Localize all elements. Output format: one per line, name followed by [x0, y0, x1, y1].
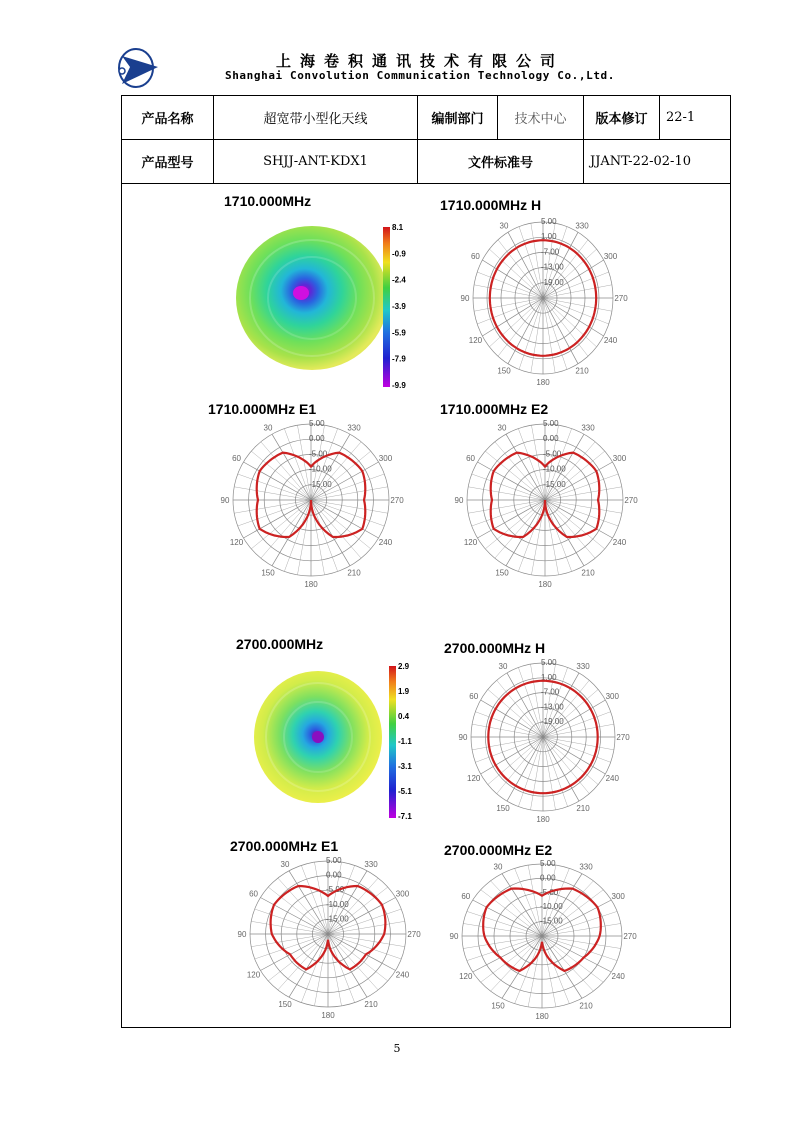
polar-angle-label: 300	[395, 889, 410, 899]
model-label: 产品型号	[122, 140, 214, 184]
polar-ring-label: -15.00	[543, 479, 566, 489]
polar-ring-label: 5.00	[541, 217, 557, 226]
polar-ring-label: -15.00	[309, 479, 332, 489]
polar-angle-label: 270	[390, 496, 404, 505]
colorbar-tick-label: -7.9	[392, 354, 406, 364]
dept-label: 编制部门	[418, 96, 498, 140]
polar-angle-label: 90	[454, 496, 464, 505]
heatmap-sphere	[236, 226, 388, 370]
polar-ring-label: 5.00	[326, 856, 342, 865]
polar-angle-label: 120	[459, 972, 473, 981]
polar-angle-label: 210	[347, 568, 361, 578]
polar-ring-label: -19.00	[541, 277, 564, 287]
polar-plot-1710-e1	[205, 415, 410, 590]
polar-angle-label: 60	[461, 892, 471, 901]
polar-angle-label: 270	[623, 932, 637, 941]
standard-value: JJANT-22-02-10	[584, 140, 731, 184]
polar-angle-label: 180	[535, 1012, 549, 1021]
polar-angle-label: 210	[579, 1001, 593, 1011]
polar-angle-label: 150	[495, 568, 509, 578]
polar-angle-label: 90	[460, 294, 470, 303]
polar-angle-label: 180	[536, 815, 550, 824]
plot-title-2700-e1: 2700.000MHz E1	[230, 838, 339, 854]
polar-angle-label: 120	[467, 774, 481, 783]
polar-ring-label: -10.00	[309, 464, 332, 474]
polar-angle-label: 150	[278, 1000, 292, 1010]
plot-title-2700-3d: 2700.000MHz	[236, 636, 324, 652]
polar-angle-label: 60	[470, 252, 480, 261]
polar-ring-label: -13.00	[541, 262, 564, 272]
polar-ring-label: 5.00	[540, 859, 556, 868]
heatmap-1710	[225, 215, 415, 395]
polar-ring-label: -7.00	[541, 687, 560, 697]
colorbar-tick-label: 1.9	[398, 687, 410, 696]
polar-ring-label: 1.00	[541, 232, 557, 242]
polar-angle-label: 60	[249, 889, 258, 899]
colorbar-tick-label: -3.9	[392, 302, 406, 311]
polar-angle-label: 330	[575, 221, 589, 231]
polar-angle-label: 270	[624, 496, 638, 505]
company-logo-icon	[116, 44, 162, 90]
polar-ring-label: 1.00	[541, 672, 557, 682]
heatmap-min-spot	[293, 286, 309, 300]
polar-angle-label: 330	[347, 423, 361, 433]
colorbar-labels	[398, 662, 412, 821]
plot-title-2700-e2: 2700.000MHz E2	[444, 842, 553, 858]
polar-angle-label: 90	[220, 496, 230, 505]
colorbar	[383, 227, 390, 387]
polar-ring-label: -10.00	[543, 464, 566, 474]
polar-angle-label: 60	[232, 454, 241, 463]
polar-angle-label: 120	[229, 538, 244, 547]
polar-angle-label: 90	[449, 932, 459, 941]
plot-title-1710-e2: 1710.000MHz E2	[440, 401, 549, 417]
heatmap-2700	[245, 658, 435, 828]
product-name-value: 超宽带小型化天线	[214, 96, 418, 140]
version-label: 版本修订	[584, 96, 660, 140]
polar-angle-label: 30	[498, 661, 508, 671]
polar-plot-2700-e2	[440, 854, 645, 1024]
polar-ring-label: -10.00	[540, 902, 563, 912]
polar-angle-label: 120	[468, 336, 483, 345]
polar-ring-label: -15.00	[540, 916, 563, 926]
table-row	[122, 96, 731, 140]
polar-angle-label: 240	[605, 774, 619, 783]
colorbar-tick-label: -1.1	[398, 737, 412, 746]
polar-angle-label: 240	[611, 972, 625, 981]
polar-angle-label: 270	[614, 294, 628, 303]
polar-angle-label: 330	[364, 859, 378, 869]
polar-angle-label: 210	[581, 568, 595, 578]
polar-ring-label: 0.00	[543, 434, 559, 444]
polar-angle-label: 300	[611, 892, 625, 901]
polar-angle-label: 210	[575, 366, 589, 376]
polar-ring-label: -5.00	[326, 885, 345, 895]
polar-angle-label: 180	[538, 580, 552, 589]
polar-angle-label: 90	[237, 930, 247, 939]
polar-angle-label: 300	[605, 692, 619, 701]
product-name-label: 产品名称	[122, 96, 214, 140]
polar-ring-label: -7.00	[541, 247, 560, 257]
polar-angle-label: 150	[496, 804, 510, 814]
colorbar-tick-label: -7.1	[398, 812, 412, 821]
polar-angle-label: 180	[321, 1011, 335, 1020]
polar-angle-label: 180	[536, 378, 550, 387]
plot-title-1710-e1: 1710.000MHz E1	[208, 401, 317, 417]
version-value: 22-1	[660, 96, 731, 140]
polar-angle-label: 240	[378, 538, 393, 547]
polar-angle-label: 240	[395, 970, 410, 980]
polar-angle-label: 330	[581, 423, 595, 433]
colorbar	[389, 666, 396, 818]
colorbar-tick-label: 2.9	[398, 662, 410, 671]
polar-angle-label: 30	[497, 423, 507, 433]
polar-angle-label: 150	[497, 366, 511, 376]
company-name-cn: 上海卷积通讯技术有限公司	[275, 52, 564, 70]
polar-angle-label: 60	[466, 454, 475, 463]
polar-angle-label: 180	[304, 580, 318, 589]
polar-ring-label: 0.00	[309, 434, 325, 444]
colorbar-tick-label: -0.9	[392, 249, 406, 259]
polar-angle-label: 120	[463, 538, 478, 547]
polar-ring-label: 0.00	[540, 873, 556, 883]
product-info-table	[121, 95, 731, 184]
polar-angle-label: 150	[491, 1001, 505, 1011]
polar-ring-label: 5.00	[309, 419, 325, 428]
polar-angle-label: 330	[579, 862, 593, 872]
heatmap-min-spot	[312, 731, 324, 743]
colorbar-labels	[392, 223, 406, 390]
polar-ring-label: -5.00	[543, 449, 562, 459]
polar-angle-label: 210	[364, 1000, 378, 1010]
model-value: SHJJ-ANT-KDX1	[214, 140, 418, 184]
dept-value: 技术中心	[498, 96, 584, 140]
colorbar-tick-label: -9.9	[392, 381, 406, 390]
colorbar-tick-label: -2.4	[392, 275, 406, 285]
standard-label: 文件标准号	[418, 140, 584, 184]
polar-plot-1710-e2	[438, 415, 643, 590]
polar-plot-1710-h	[438, 212, 638, 387]
polar-angle-label: 270	[616, 733, 630, 742]
polar-ring-label: -10.00	[326, 899, 349, 909]
table-row	[122, 140, 731, 184]
polar-ring-label: -15.00	[326, 914, 349, 924]
polar-angle-label: 210	[576, 804, 590, 814]
polar-angle-label: 90	[458, 733, 468, 742]
polar-angle-label: 300	[612, 454, 627, 463]
polar-angle-label: 30	[280, 859, 290, 869]
polar-ring-label: -5.00	[309, 449, 328, 459]
company-name-en: Shanghai Convolution Communication Technology Co.,Ltd.	[224, 69, 616, 82]
polar-angle-label: 30	[493, 862, 503, 872]
polar-ring-label: 0.00	[326, 870, 342, 880]
colorbar-tick-label: -3.1	[398, 762, 412, 771]
plot-title-1710-h: 1710.000MHz H	[440, 197, 542, 213]
polar-angle-label: 240	[603, 336, 618, 345]
polar-angle-label: 270	[407, 930, 421, 939]
polar-angle-label: 120	[246, 970, 261, 980]
polar-angle-label: 300	[378, 454, 393, 463]
polar-angle-label: 150	[261, 568, 275, 578]
polar-angle-label: 60	[469, 692, 479, 701]
polar-ring-label: -13.00	[541, 702, 564, 712]
polar-ring-label: 5.00	[541, 658, 557, 667]
polar-plot-2700-e1	[228, 850, 433, 1022]
polar-angle-label: 240	[612, 538, 627, 547]
polar-plot-2700-h	[440, 654, 640, 826]
colorbar-tick-label: 8.1	[392, 223, 404, 232]
polar-ring-label: -19.00	[541, 717, 564, 727]
polar-angle-label: 30	[499, 221, 509, 231]
page-number: 5	[393, 1042, 401, 1055]
polar-angle-label: 330	[576, 661, 590, 671]
plot-title-1710-3d: 1710.000MHz	[224, 193, 312, 209]
polar-angle-label: 300	[603, 252, 618, 261]
polar-ring-label: 5.00	[543, 419, 559, 428]
colorbar-tick-label: -5.1	[398, 787, 412, 796]
colorbar-tick-label: 0.4	[398, 712, 410, 721]
plot-title-2700-h: 2700.000MHz H	[444, 640, 546, 656]
polar-angle-label: 30	[263, 423, 273, 433]
polar-ring-label: -5.00	[540, 887, 559, 897]
colorbar-tick-label: -5.9	[392, 328, 406, 338]
